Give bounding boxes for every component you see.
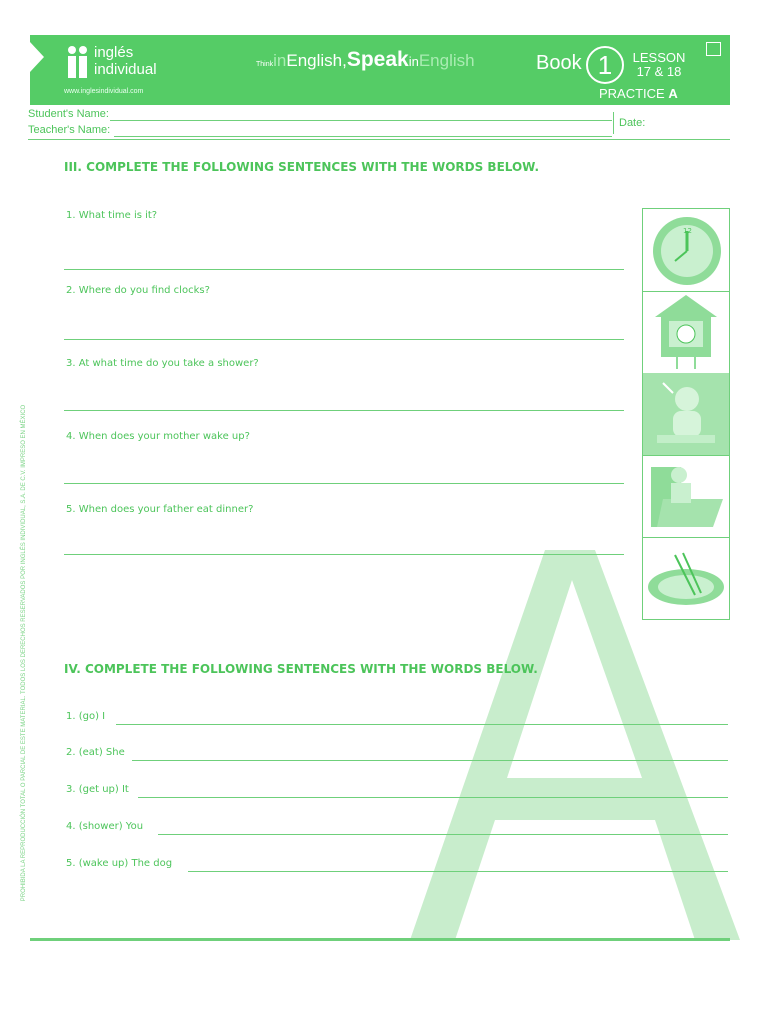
item-4: 4. (shower) You	[66, 821, 144, 832]
question-2: 2. Where do you find clocks?	[66, 285, 210, 296]
practice-label: PRACTICE A	[599, 86, 678, 101]
svg-text:12: 12	[683, 227, 692, 235]
answer-line-1[interactable]	[64, 269, 624, 270]
answer-line-4[interactable]	[64, 483, 624, 484]
copyright-notice: PROHIBIDA LA REPRODUCCIÓN TOTAL O PARCIAL DE ESTE MATERIAL. TODOS LOS DERECHOS RESERVADOS POR INGLÉS INDIVIDUAL, S.A. DE C.V. IMPRESO EN MÉXICO	[21, 404, 27, 902]
lesson-numbers: 17 & 18	[636, 64, 682, 79]
teacher-name-label: Teacher's Name:	[28, 124, 111, 136]
logo-line2: individual	[94, 61, 157, 78]
student-name-line[interactable]	[110, 120, 612, 121]
shower-picture	[643, 373, 729, 456]
item-1: 1. (go) I	[66, 711, 106, 722]
item-line-2[interactable]	[132, 760, 728, 761]
header-bottom-line	[28, 139, 730, 140]
date-divider	[613, 112, 614, 134]
item-2: 2. (eat) She	[66, 747, 125, 758]
item-line-3[interactable]	[138, 797, 728, 798]
shower-icon	[643, 373, 729, 455]
dinner-picture	[643, 537, 729, 619]
item-5: 5. (wake up) The dog	[66, 858, 173, 869]
corner-box	[706, 42, 721, 56]
answer-line-3[interactable]	[64, 410, 624, 411]
cuckoo-clock-icon	[643, 291, 729, 373]
item-line-1[interactable]	[116, 724, 728, 725]
bed-icon	[643, 455, 729, 537]
picture-column	[642, 208, 730, 620]
student-name-label: Student's Name:	[28, 108, 109, 120]
slogan: ThinkinEnglish,SpeakinEnglish	[256, 48, 475, 71]
bed-picture	[643, 455, 729, 538]
question-4: 4. When does your mother wake up?	[66, 431, 250, 442]
logo-people-icon	[64, 44, 94, 82]
teacher-name-line[interactable]	[114, 136, 612, 137]
cuckoo-clock-picture	[643, 291, 729, 374]
clock-icon	[643, 209, 729, 291]
section4-heading: IV. COMPLETE THE FOLLOWING SENTENCES WITH THE WORDS BELOW.	[64, 662, 538, 676]
item-3: 3. (get up) It	[66, 784, 129, 795]
logo-url: www.inglesindividual.com	[64, 88, 144, 95]
answer-line-5[interactable]	[64, 554, 624, 555]
dinner-plate-icon	[643, 537, 729, 619]
item-line-5[interactable]	[188, 871, 728, 872]
book-number: 1	[586, 46, 624, 84]
book-label: Book	[536, 52, 582, 74]
item-line-4[interactable]	[158, 834, 728, 835]
banner-notch	[30, 42, 44, 72]
footer-line	[30, 938, 730, 941]
section3-heading: III. COMPLETE THE FOLLOWING SENTENCES WITH THE WORDS BELOW.	[64, 160, 540, 174]
question-3: 3. At what time do you take a shower?	[66, 358, 259, 369]
question-1: 1. What time is it?	[66, 210, 158, 221]
date-label: Date:	[619, 117, 646, 129]
clock-picture	[643, 209, 729, 292]
answer-line-2[interactable]	[64, 339, 624, 340]
question-5: 5. When does your father eat dinner?	[66, 504, 254, 515]
logo-line1: inglés	[94, 44, 134, 61]
lesson-label: LESSON	[632, 50, 686, 65]
